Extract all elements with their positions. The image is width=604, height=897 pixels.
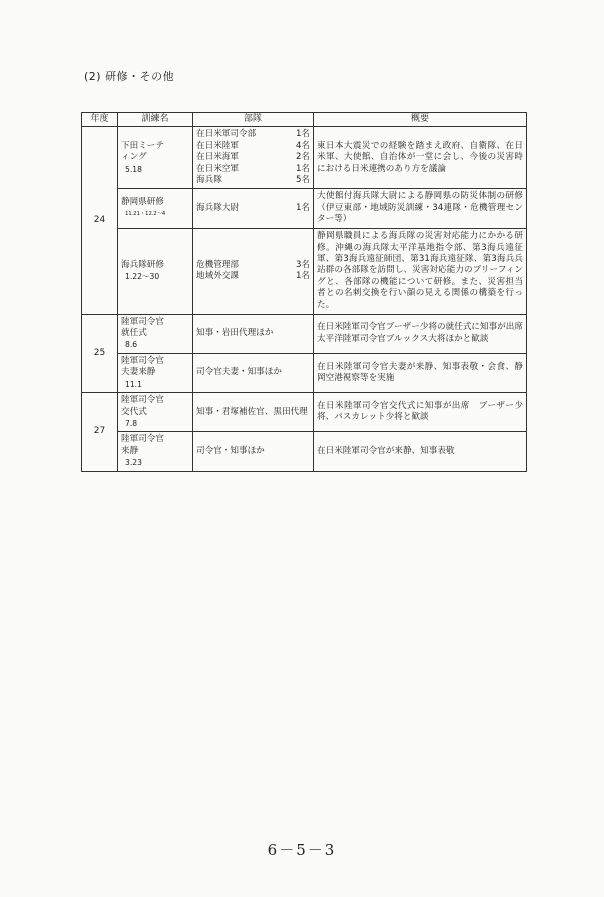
header-year: 年度 <box>82 113 118 127</box>
unit-count: 1名 <box>295 163 310 174</box>
training-name-cell <box>118 228 193 314</box>
summary-cell: 在日米陸軍司令官夫妻が来静、知事表敬・会食、静岡空港視察等を実施 <box>314 353 527 392</box>
table-header-row <box>82 113 527 127</box>
unit-line <box>196 367 310 378</box>
training-name-line: 夫妻来静 <box>121 367 156 378</box>
unit-name: 知事・君塚補佐官、黒田代理 <box>196 406 308 417</box>
table-row <box>82 393 527 432</box>
training-date: 11.1 <box>125 379 142 389</box>
training-date: 8.6 <box>125 340 138 350</box>
table-row <box>82 228 527 314</box>
training-name-cell <box>118 393 193 432</box>
unit-count: 3名 <box>295 259 310 270</box>
training-name-line: ィング <box>121 152 147 163</box>
unit-line <box>196 271 310 282</box>
table-body <box>82 127 532 471</box>
section-title: (2) 研修・その他 <box>84 70 175 83</box>
training-name-cell <box>118 189 193 228</box>
header-unit: 部隊 <box>193 113 314 127</box>
unit-count: 4名 <box>295 140 310 151</box>
summary-cell: 静岡県職員による海兵隊の災害対応能力にかかる研修。沖縄の海兵隊太平洋基地指令部、第3海兵遠征軍、第3海兵遠征師団、第31海兵遠征隊、第3海兵兵站群の各部隊を訪問し、災害対応能力のブリーフィングと、各部隊の機能について研修。また、災害担当者との名刺交換を行い顔の見える関係の構築を行った。 <box>314 228 527 314</box>
unit-name: 地域外交課 <box>196 271 239 282</box>
year-cell: 25 <box>82 314 118 392</box>
training-name-cell <box>118 127 193 189</box>
training-date: 11.21・12.2～4 <box>125 210 166 217</box>
training-table <box>81 112 532 472</box>
unit-line <box>196 203 310 214</box>
unit-count: 1名 <box>295 202 310 213</box>
training-name-line: 静岡県研修 <box>121 197 164 208</box>
unit-name: 在日米海軍 <box>196 152 239 163</box>
unit-name: 在日米軍司令部 <box>196 129 257 140</box>
unit-count: 1名 <box>295 271 310 282</box>
training-date: 7.8 <box>125 418 138 428</box>
year-cell: 27 <box>82 393 118 471</box>
training-name-line: 陸軍司令官 <box>121 434 164 445</box>
unit-name: 在日米陸軍 <box>196 140 239 151</box>
unit-cell <box>193 314 314 353</box>
unit-cell <box>193 228 314 314</box>
table-row <box>82 353 527 392</box>
table-row <box>82 432 527 471</box>
unit-name: 海兵隊大尉 <box>196 202 239 213</box>
unit-line <box>196 407 310 418</box>
unit-line <box>196 152 310 163</box>
unit-name: 司令官・知事ほか <box>196 445 265 456</box>
training-name-line: 海兵隊研修 <box>121 259 164 270</box>
unit-cell <box>193 127 314 189</box>
training-date: 5.18 <box>125 164 142 174</box>
training-name-line: 陸軍司令官 <box>121 355 164 366</box>
header-summary: 概要 <box>314 113 527 127</box>
unit-name: 危機管理部 <box>196 259 239 270</box>
year-cell: 24 <box>82 127 118 314</box>
training-name-cell <box>118 432 193 471</box>
training-name-line: 陸軍司令官 <box>121 316 164 327</box>
unit-cell <box>193 189 314 228</box>
unit-name: 海兵隊 <box>196 175 222 186</box>
training-name-line: 交代式 <box>121 406 147 417</box>
unit-name: 在日米空軍 <box>196 163 239 174</box>
unit-count: 5名 <box>295 175 310 186</box>
training-name-line: 就任式 <box>121 328 147 339</box>
header-name: 訓練名 <box>118 113 193 127</box>
table-row <box>82 189 527 228</box>
unit-line <box>196 164 310 175</box>
training-date: 1.22～30 <box>125 272 160 282</box>
summary-cell: 東日本大震災での経験を踏まえ政府、自衛隊、在日米軍、大使館、自治体が一堂に会し、今後の災害時における日米連携のあり方を議論 <box>314 127 527 189</box>
unit-line <box>196 260 310 271</box>
unit-line <box>196 129 310 140</box>
unit-line <box>196 328 310 339</box>
unit-count: 2名 <box>295 152 310 163</box>
unit-line <box>196 446 310 457</box>
training-name-cell <box>118 314 193 353</box>
summary-cell: 在日米陸軍司令官ブーザー少将の就任式に知事が出席 太平洋陸軍司令官ブルックス大将ほかと歓談 <box>314 314 527 353</box>
unit-line <box>196 141 310 152</box>
summary-cell: 大使館付海兵隊大尉による静岡県の防災体制の研修（伊豆東部・地域防災訓練・34連隊・危機管理センター等） <box>314 189 527 228</box>
table-row <box>82 127 527 189</box>
unit-cell <box>193 353 314 392</box>
training-name-line: 下田ミーテ <box>121 140 164 151</box>
unit-name: 司令官夫妻・知事ほか <box>196 367 282 378</box>
training-name-cell <box>118 353 193 392</box>
page-number: 6－5－3 <box>267 841 337 859</box>
training-name-line: 陸軍司令官 <box>121 395 164 406</box>
unit-cell <box>193 393 314 432</box>
summary-cell: 在日米陸軍司令官が来静、知事表敬 <box>314 432 527 471</box>
unit-line <box>196 175 310 186</box>
unit-count: 1名 <box>295 129 310 140</box>
training-date: 3.23 <box>125 458 142 468</box>
unit-name: 知事・岩田代理ほか <box>196 328 274 339</box>
training-name-line: 来静 <box>121 445 139 456</box>
table-row <box>82 314 527 353</box>
summary-cell: 在日米陸軍司令官交代式に知事が出席 ブーザー少将、パスカレット少将と歓談 <box>314 393 527 432</box>
unit-cell <box>193 432 314 471</box>
